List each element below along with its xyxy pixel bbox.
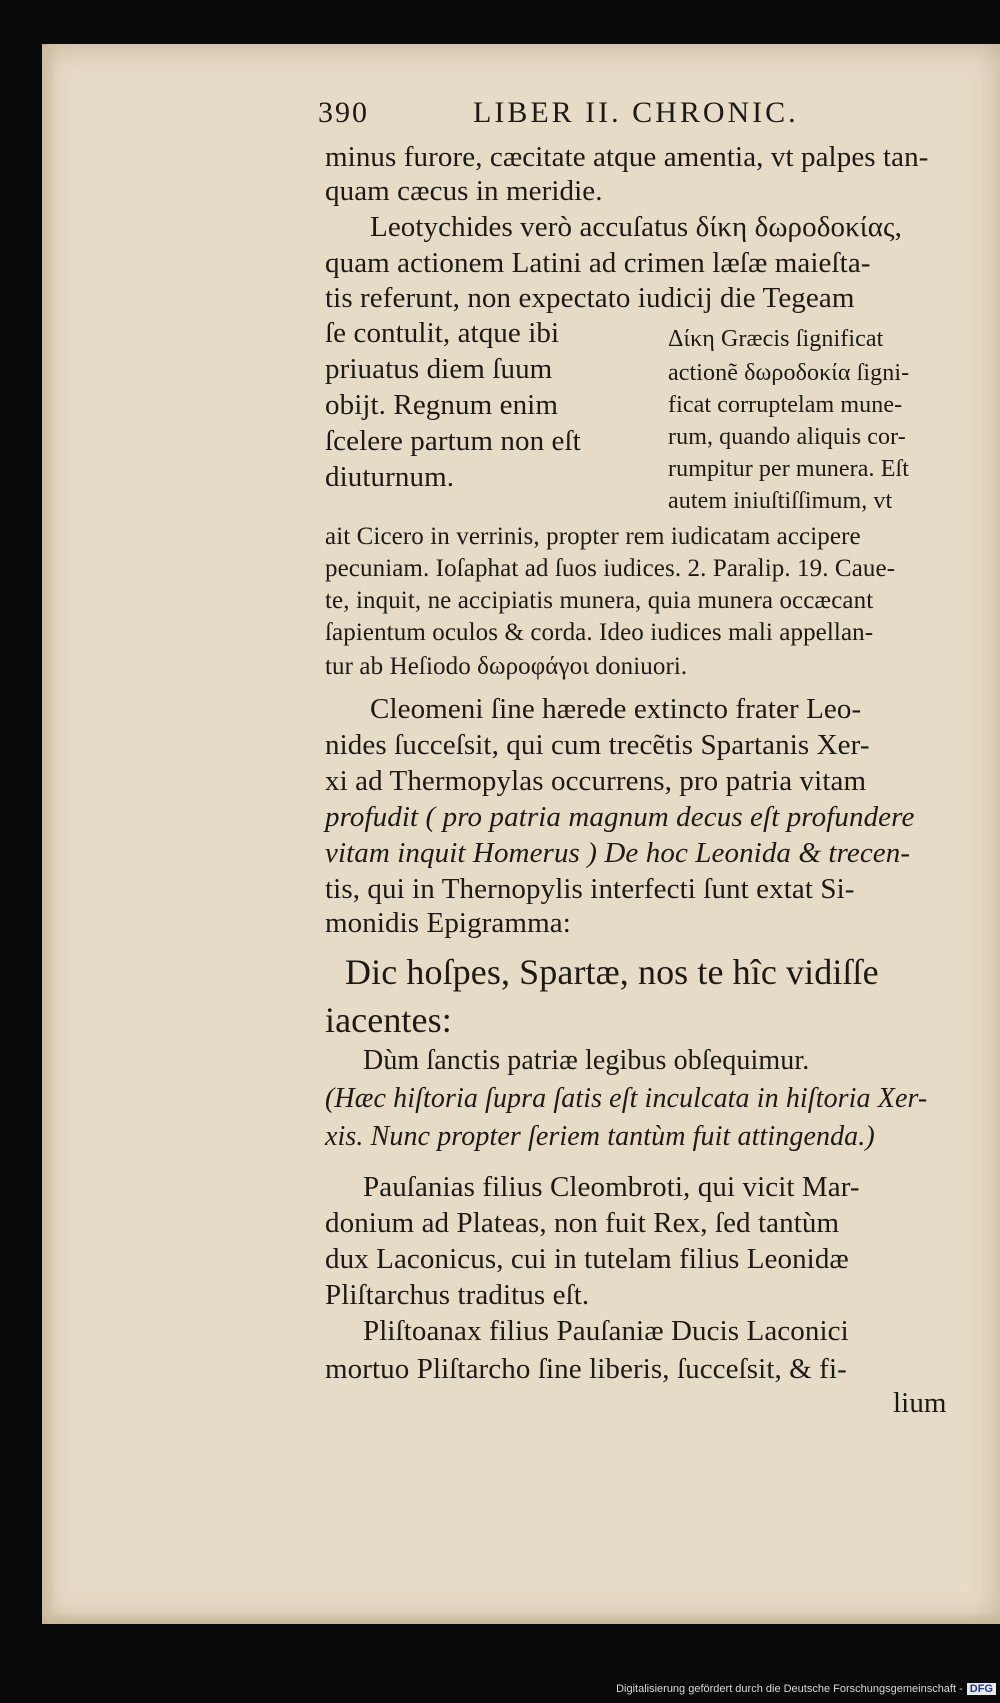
- note-line: rum, quando aliquis cor-: [668, 424, 906, 450]
- note-line: rumpitur per munera. Eſt: [668, 456, 909, 482]
- page-edge-left: [42, 44, 56, 1624]
- text-line: vitam inquit Homerus ) De hoc Leonida & trecen-: [325, 837, 911, 869]
- text-line: Pliſtoanax filius Pauſaniæ Ducis Laconici: [363, 1315, 849, 1347]
- text-line: pecuniam. Ioſaphat ad ſuos iudices. 2. Paralip. 19. Caue-: [325, 555, 896, 582]
- note-line: Δίκη Græcis ſignificat: [668, 326, 884, 352]
- text-line: monidis Epigramma:: [325, 907, 571, 939]
- text-line: tis, qui in Thernopylis interfecti ſunt extat Si-: [325, 873, 855, 905]
- text-line: profudit ( pro patria magnum decus eſt profundere: [325, 801, 915, 833]
- page-edge-bottom: [42, 1612, 1000, 1624]
- text-line: dux Laconicus, cui in tutelam filius Leonidæ: [325, 1243, 849, 1275]
- note-line: ficat corruptelam mune-: [668, 392, 903, 418]
- text-line: Cleomeni ſine hærede extincto frater Leo-: [370, 693, 862, 725]
- epigram-line: Dic hoſpes, Spartæ, nos te hîc vidiſſe: [345, 952, 879, 992]
- text-line: mortuo Pliſtarcho ſine liberis, ſucceſsit, & fi-: [325, 1353, 847, 1385]
- verse-line: Dùm ſanctis patriæ legibus obſequimur.: [363, 1045, 810, 1076]
- text-line: Pliſtarchus traditus eſt.: [325, 1279, 590, 1311]
- text-line: ſe contulit, atque ibi: [325, 317, 560, 349]
- verse-line: (Hæc hiſtoria ſupra ſatis eſt inculcata in hiſtoria Xer-: [325, 1083, 928, 1114]
- text-line: quam actionem Latini ad crimen læſæ maieſta-: [325, 247, 871, 279]
- text-line: ſcelere partum non eſt: [325, 425, 581, 457]
- text-line: tur ab Heſiodo δωροφάγοι doniuori.: [325, 653, 688, 680]
- text-line: obijt. Regnum enim: [325, 389, 558, 421]
- text-line: donium ad Plateas, non fuit Rex, ſed tantùm: [325, 1207, 840, 1239]
- text-line: ait Cicero in verrinis, propter rem iudicatam accipere: [325, 523, 861, 550]
- text-line: xi ad Thermopylas occurrens, pro patria vitam: [325, 765, 867, 797]
- text-line: Leotychides verò accuſatus δίκη δωροδοκίας,: [370, 211, 902, 243]
- credit-text: Digitalisierung gefördert durch die Deutsche Forschungsgemeinschaft -: [616, 1683, 963, 1695]
- text-line: minus furore, cæcitate atque amentia, vt palpes tan-: [325, 141, 929, 173]
- text-line: diuturnum.: [325, 461, 455, 493]
- folio-number: 390: [318, 96, 369, 129]
- text-line: Pauſanias filius Cleombroti, qui vicit Mar-: [363, 1171, 860, 1203]
- text-line: nides ſucceſsit, qui cum trecẽtis Spartanis Xer-: [325, 729, 870, 761]
- text-line: tis referunt, non expectato iudicij die Tegeam: [325, 282, 855, 314]
- running-title: LIBER II. CHRONIC.: [473, 96, 799, 129]
- epigram-line: iacentes:: [325, 1000, 452, 1040]
- text-line: priuatus diem ſuum: [325, 353, 553, 385]
- text-line: ſapientum oculos & corda. Ideo iudices mali appellan-: [325, 619, 874, 646]
- text-line: te, inquit, ne accipiatis munera, quia munera occæcant: [325, 587, 874, 614]
- text-line: quam cæcus in meridie.: [325, 175, 603, 207]
- note-line: autem iniuſtiſſimum, vt: [668, 488, 893, 514]
- dfg-logo: DFG: [967, 1683, 996, 1695]
- verse-line: xis. Nunc propter ſeriem tantùm fuit attingenda.): [325, 1121, 875, 1152]
- catchword: lium: [893, 1387, 947, 1419]
- note-line: actionẽ δωροδοκία ſigni-: [668, 360, 910, 386]
- digitization-credit: [616, 1683, 996, 1695]
